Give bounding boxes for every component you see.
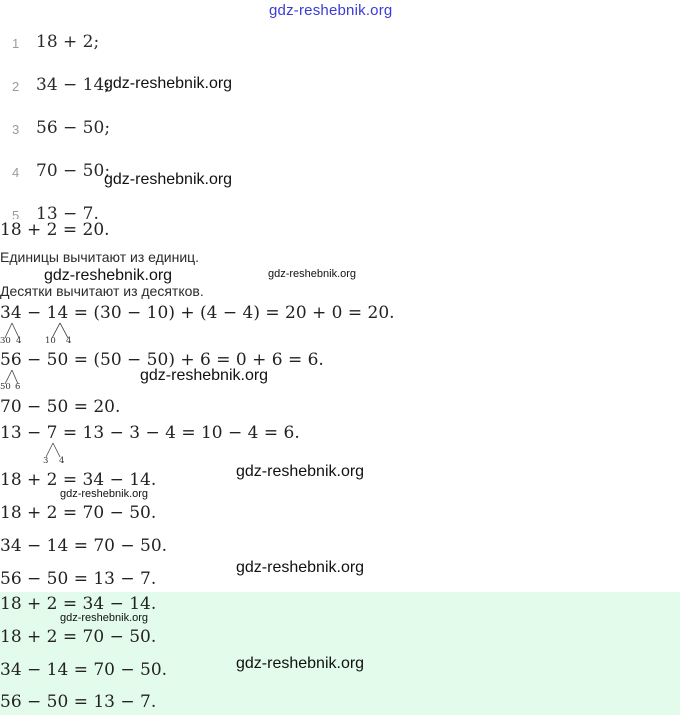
equality-line: 34 − 14 = 70 − 50.	[0, 536, 168, 556]
task-number: 2	[12, 79, 20, 94]
watermark: gdz-reshebnik.org	[268, 268, 357, 280]
watermark: gdz-reshebnik.org	[236, 463, 365, 480]
task-number: 5	[12, 208, 20, 219]
watermark: gdz-reshebnik.org	[60, 488, 149, 500]
watermark: gdz-reshebnik.org	[60, 612, 149, 624]
equality-line: 18 + 2 = 70 − 50.	[0, 503, 157, 523]
task-number: 1	[12, 36, 20, 51]
solution-line: 70 − 50 = 20.	[0, 397, 121, 417]
solution-line: 18 + 2 = 20.	[0, 220, 110, 240]
split-part: 4	[16, 336, 22, 346]
task-expression: 56 − 50;	[36, 118, 111, 138]
watermark: gdz-reshebnik.org	[104, 171, 233, 188]
equality-line: 18 + 2 = 34 − 14.	[0, 470, 157, 490]
split-part: 50	[0, 382, 11, 392]
split-part: 4	[66, 336, 72, 346]
split-part: 6	[15, 382, 21, 392]
watermark: gdz-reshebnik.org	[236, 559, 365, 576]
task-number: 4	[12, 165, 20, 180]
solution-line: 34 − 14 = (30 − 10) + (4 − 4) = 20 + 0 = 20.	[0, 303, 395, 323]
rule-text: Единицы вычитают из единиц.	[0, 249, 200, 265]
solution-line: 13 − 7 = 13 − 3 − 4 = 10 − 4 = 6.	[0, 423, 300, 443]
answer-line: 18 + 2 = 70 − 50.	[0, 627, 157, 647]
split-diagram	[0, 442, 80, 462]
watermark-top: gdz-reshebnik.org	[269, 2, 393, 19]
rule-text: Десятки вычитают из десятков.	[0, 283, 204, 299]
watermark: gdz-reshebnik.org	[140, 367, 269, 384]
answer-line: 56 − 50 = 13 − 7.	[0, 692, 157, 712]
watermark: gdz-reshebnik.org	[236, 655, 365, 672]
task-expression: 18 + 2;	[36, 32, 100, 52]
solution-line: 56 − 50 = (50 − 50) + 6 = 0 + 6 = 6.	[0, 350, 324, 370]
task-expression: 13 − 7.	[36, 204, 99, 219]
split-part: 3	[43, 456, 49, 466]
task-expression: 70 − 50;	[36, 161, 111, 181]
task-expression: 34 − 14;	[36, 75, 111, 95]
equality-line: 56 − 50 = 13 − 7.	[0, 569, 157, 589]
split-part: 4	[59, 456, 65, 466]
watermark: gdz-reshebnik.org	[104, 75, 233, 92]
watermark: gdz-reshebnik.org	[44, 267, 173, 284]
task-row-clipped	[0, 200, 200, 219]
answer-line: 34 − 14 = 70 − 50.	[0, 660, 168, 680]
answer-line: 18 + 2 = 34 − 14.	[0, 594, 157, 614]
split-part: 30	[0, 336, 11, 346]
task-number: 3	[12, 122, 20, 137]
split-part: 10	[45, 336, 56, 346]
